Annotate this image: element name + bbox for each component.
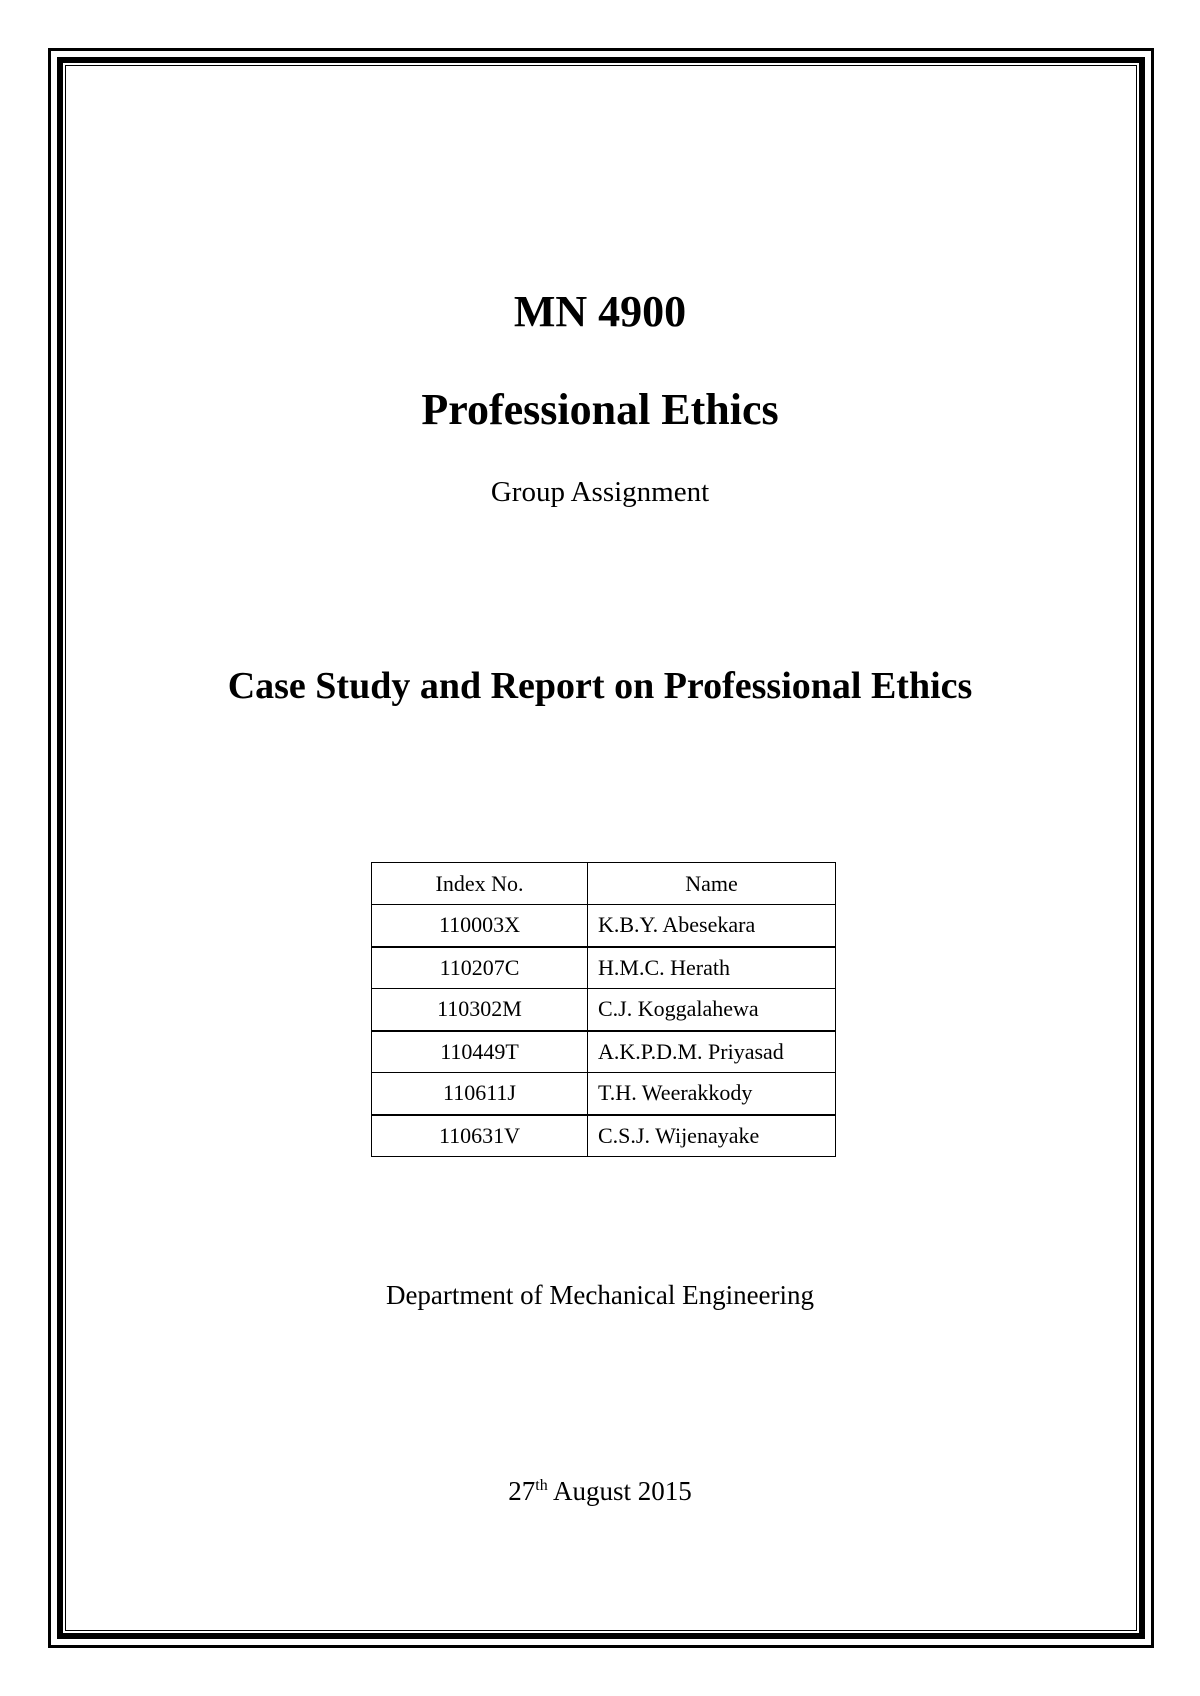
member-name-cell: H.M.C. Herath xyxy=(588,947,836,989)
index-number-cell: 110611J xyxy=(372,1073,588,1115)
index-number-cell: 110631V xyxy=(372,1115,588,1157)
table-row xyxy=(372,1073,836,1115)
date-month-year: August 2015 xyxy=(552,1476,692,1506)
name-column-header: Name xyxy=(588,863,836,905)
report-title: Case Study and Report on Professional Ethics xyxy=(227,665,973,707)
member-name-cell: C.S.J. Wijenayake xyxy=(588,1115,836,1157)
table-row xyxy=(372,947,836,989)
table-row xyxy=(372,905,836,947)
member-name-cell: T.H. Weerakkody xyxy=(588,1073,836,1115)
date-day-suffix: th xyxy=(535,1477,548,1494)
member-name-cell: K.B.Y. Abesekara xyxy=(588,905,836,947)
index-number-cell: 110003X xyxy=(372,905,588,947)
date-day: 27 xyxy=(508,1476,536,1506)
table-header-row xyxy=(372,863,836,905)
member-name-cell: A.K.P.D.M. Priyasad xyxy=(588,1031,836,1073)
table-row xyxy=(372,1115,836,1157)
index-column-header: Index No. xyxy=(372,863,588,905)
index-number-cell: 110449T xyxy=(372,1031,588,1073)
group-members-table xyxy=(371,862,836,1157)
index-number-cell: 110207C xyxy=(372,947,588,989)
assignment-type: Group Assignment xyxy=(490,476,710,508)
member-name-cell: C.J. Koggalahewa xyxy=(588,989,836,1031)
submission-date xyxy=(0,1476,1200,1507)
index-number-cell: 110302M xyxy=(372,989,588,1031)
table-row xyxy=(372,989,836,1031)
course-code: MN 4900 xyxy=(513,287,687,336)
course-name: Professional Ethics xyxy=(421,385,779,434)
table-row xyxy=(372,1031,836,1073)
department-name: Department of Mechanical Engineering xyxy=(385,1280,815,1310)
